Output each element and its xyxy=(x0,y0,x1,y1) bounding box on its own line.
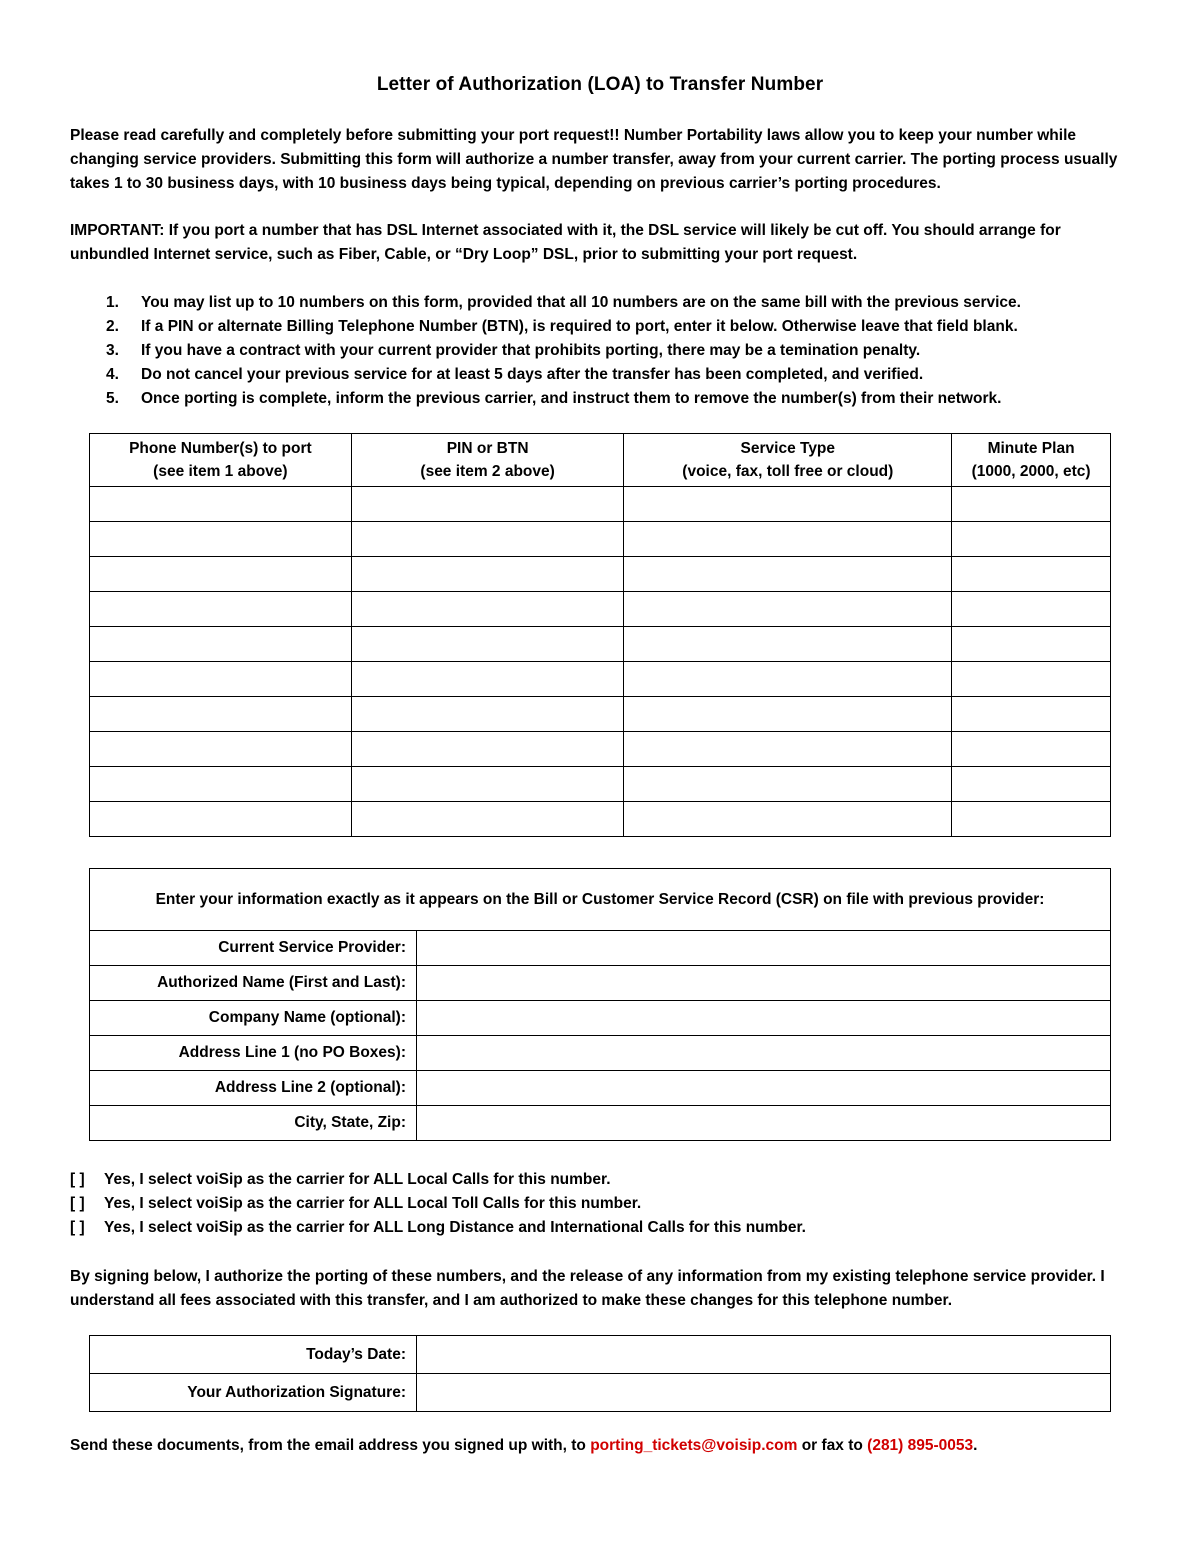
phone-number-cell[interactable] xyxy=(90,487,352,522)
pin-btn-cell[interactable] xyxy=(351,732,624,767)
phone-number-cell[interactable] xyxy=(90,697,352,732)
signature-table xyxy=(89,1335,1111,1412)
pin-btn-cell[interactable] xyxy=(351,767,624,802)
phone-number-cell[interactable] xyxy=(90,522,352,557)
city-state-zip-field[interactable] xyxy=(417,1106,1111,1141)
info-row xyxy=(90,1001,1111,1036)
address-line-2-field[interactable] xyxy=(417,1071,1111,1106)
column-header-minute-plan: Minute Plan (1000, 2000, etc) xyxy=(952,434,1111,487)
pin-btn-cell[interactable] xyxy=(351,662,624,697)
sign-row xyxy=(90,1336,1111,1374)
pin-btn-cell[interactable] xyxy=(351,627,624,662)
instruction-item: 4. Do not cancel your previous service for at least 5 days after the transfer has been completed, and verified. xyxy=(106,366,924,383)
table-row xyxy=(90,522,1111,557)
phone-number-cell[interactable] xyxy=(90,557,352,592)
pin-btn-cell[interactable] xyxy=(351,487,624,522)
table-row xyxy=(90,802,1111,837)
carrier-option-local: [ ] Yes, I select voiSip as the carrier for ALL Local Calls for this number. xyxy=(70,1168,806,1192)
carrier-option-long-distance: [ ] Yes, I select voiSip as the carrier for ALL Long Distance and International Calls for this number. xyxy=(70,1216,806,1240)
minute-plan-cell[interactable] xyxy=(952,802,1111,837)
pin-btn-cell[interactable] xyxy=(351,522,624,557)
pin-btn-cell[interactable] xyxy=(351,592,624,627)
minute-plan-cell[interactable] xyxy=(952,732,1111,767)
instructions-list xyxy=(70,291,1130,411)
column-header-phone: Phone Number(s) to port (see item 1 above) xyxy=(90,434,352,487)
phone-number-cell[interactable] xyxy=(90,732,352,767)
info-row xyxy=(90,1071,1111,1106)
service-type-cell[interactable] xyxy=(624,557,952,592)
instruction-item: 3. If you have a contract with your current provider that prohibits porting, there may be a temination penalty. xyxy=(106,342,921,359)
service-type-cell[interactable] xyxy=(624,662,952,697)
carrier-selection-list xyxy=(70,1168,806,1240)
table-row xyxy=(90,487,1111,522)
field-label: Address Line 1 (no PO Boxes): xyxy=(90,1036,417,1071)
checkbox[interactable]: [ ] xyxy=(70,1219,85,1236)
pin-btn-cell[interactable] xyxy=(351,557,624,592)
pin-btn-cell[interactable] xyxy=(351,802,624,837)
fax-number: (281) 895-0053 xyxy=(867,1437,974,1454)
service-type-cell[interactable] xyxy=(624,627,952,662)
checkbox[interactable]: [ ] xyxy=(70,1171,85,1188)
column-header-service-type: Service Type (voice, fax, toll free or cloud) xyxy=(624,434,952,487)
field-label: Today’s Date: xyxy=(90,1336,417,1374)
field-label: Current Service Provider: xyxy=(90,931,417,966)
service-type-cell[interactable] xyxy=(624,697,952,732)
field-label: City, State, Zip: xyxy=(90,1106,417,1141)
phone-number-cell[interactable] xyxy=(90,662,352,697)
customer-info-header: Enter your information exactly as it appears on the Bill or Customer Service Record (CSR) on file with previous provider: xyxy=(90,869,1111,931)
minute-plan-cell[interactable] xyxy=(952,627,1111,662)
intro-paragraph: Please read carefully and completely before submitting your port request!! Number Portability laws allow you to keep your number while changing service providers. Submitting this form will authorize a number transfer, away from your current carrier. The porting process usually takes 1 to 30 business days, with 10 business days being typical, depending on previous carrier’s porting procedures. xyxy=(70,127,1118,192)
table-row xyxy=(90,767,1111,802)
field-label: Your Authorization Signature: xyxy=(90,1374,417,1412)
table-row xyxy=(90,627,1111,662)
customer-info-table xyxy=(89,868,1111,1141)
phone-number-cell[interactable] xyxy=(90,767,352,802)
service-type-cell[interactable] xyxy=(624,522,952,557)
service-type-cell[interactable] xyxy=(624,487,952,522)
phone-number-cell[interactable] xyxy=(90,802,352,837)
table-row xyxy=(90,662,1111,697)
table-row xyxy=(90,732,1111,767)
column-header-pin: PIN or BTN (see item 2 above) xyxy=(351,434,624,487)
checkbox[interactable]: [ ] xyxy=(70,1195,85,1212)
authorized-name-field[interactable] xyxy=(417,966,1111,1001)
consent-paragraph: By signing below, I authorize the porting of these numbers, and the release of any information from my existing telephone service provider. I understand all fees associated with this transfer, and I am authorized to make these changes for this telephone number. xyxy=(70,1268,1105,1309)
company-name-field[interactable] xyxy=(417,1001,1111,1036)
instruction-item: 5. Once porting is complete, inform the previous carrier, and instruct them to remove the number(s) from their network. xyxy=(106,390,1002,407)
important-paragraph: IMPORTANT: If you port a number that has DSL Internet associated with it, the DSL service will likely be cut off. You should arrange for unbundled Internet service, such as Fiber, Cable, or “Dry Loop” DSL, prior to submitting your port request. xyxy=(70,222,1061,263)
table-row xyxy=(90,697,1111,732)
carrier-option-local-toll: [ ] Yes, I select voiSip as the carrier for ALL Local Toll Calls for this number. xyxy=(70,1192,806,1216)
page-title: Letter of Authorization (LOA) to Transfer Number xyxy=(376,74,824,95)
submission-instructions: Send these documents, from the email address you signed up with, to porting_tickets@voisip.com or fax to (281) 895-0053. xyxy=(70,1437,978,1454)
phone-number-cell[interactable] xyxy=(90,592,352,627)
minute-plan-cell[interactable] xyxy=(952,522,1111,557)
table-row xyxy=(90,557,1111,592)
signature-field[interactable] xyxy=(417,1374,1111,1412)
info-row xyxy=(90,1036,1111,1071)
porting-email-link[interactable]: porting_tickets@voisip.com xyxy=(590,1437,798,1454)
service-type-cell[interactable] xyxy=(624,767,952,802)
info-row xyxy=(90,931,1111,966)
numbers-table xyxy=(89,433,1111,837)
service-type-cell[interactable] xyxy=(624,592,952,627)
service-type-cell[interactable] xyxy=(624,802,952,837)
phone-number-cell[interactable] xyxy=(90,627,352,662)
field-label: Company Name (optional): xyxy=(90,1001,417,1036)
minute-plan-cell[interactable] xyxy=(952,487,1111,522)
numbers-table-header xyxy=(90,434,1111,487)
service-type-cell[interactable] xyxy=(624,732,952,767)
minute-plan-cell[interactable] xyxy=(952,557,1111,592)
field-label: Authorized Name (First and Last): xyxy=(90,966,417,1001)
minute-plan-cell[interactable] xyxy=(952,767,1111,802)
field-label: Address Line 2 (optional): xyxy=(90,1071,417,1106)
info-row xyxy=(90,966,1111,1001)
minute-plan-cell[interactable] xyxy=(952,697,1111,732)
info-row xyxy=(90,1106,1111,1141)
current-provider-field[interactable] xyxy=(417,931,1111,966)
minute-plan-cell[interactable] xyxy=(952,592,1111,627)
table-row xyxy=(90,592,1111,627)
instruction-item: 2. If a PIN or alternate Billing Telephone Number (BTN), is required to port, enter it below. Otherwise leave that field blank. xyxy=(106,318,1018,335)
pin-btn-cell[interactable] xyxy=(351,697,624,732)
instruction-item: 1. You may list up to 10 numbers on this form, provided that all 10 numbers are on the same bill with the previous service. xyxy=(106,294,1021,311)
minute-plan-cell[interactable] xyxy=(952,662,1111,697)
todays-date-field[interactable] xyxy=(417,1336,1111,1374)
address-line-1-field[interactable] xyxy=(417,1036,1111,1071)
sign-row xyxy=(90,1374,1111,1412)
